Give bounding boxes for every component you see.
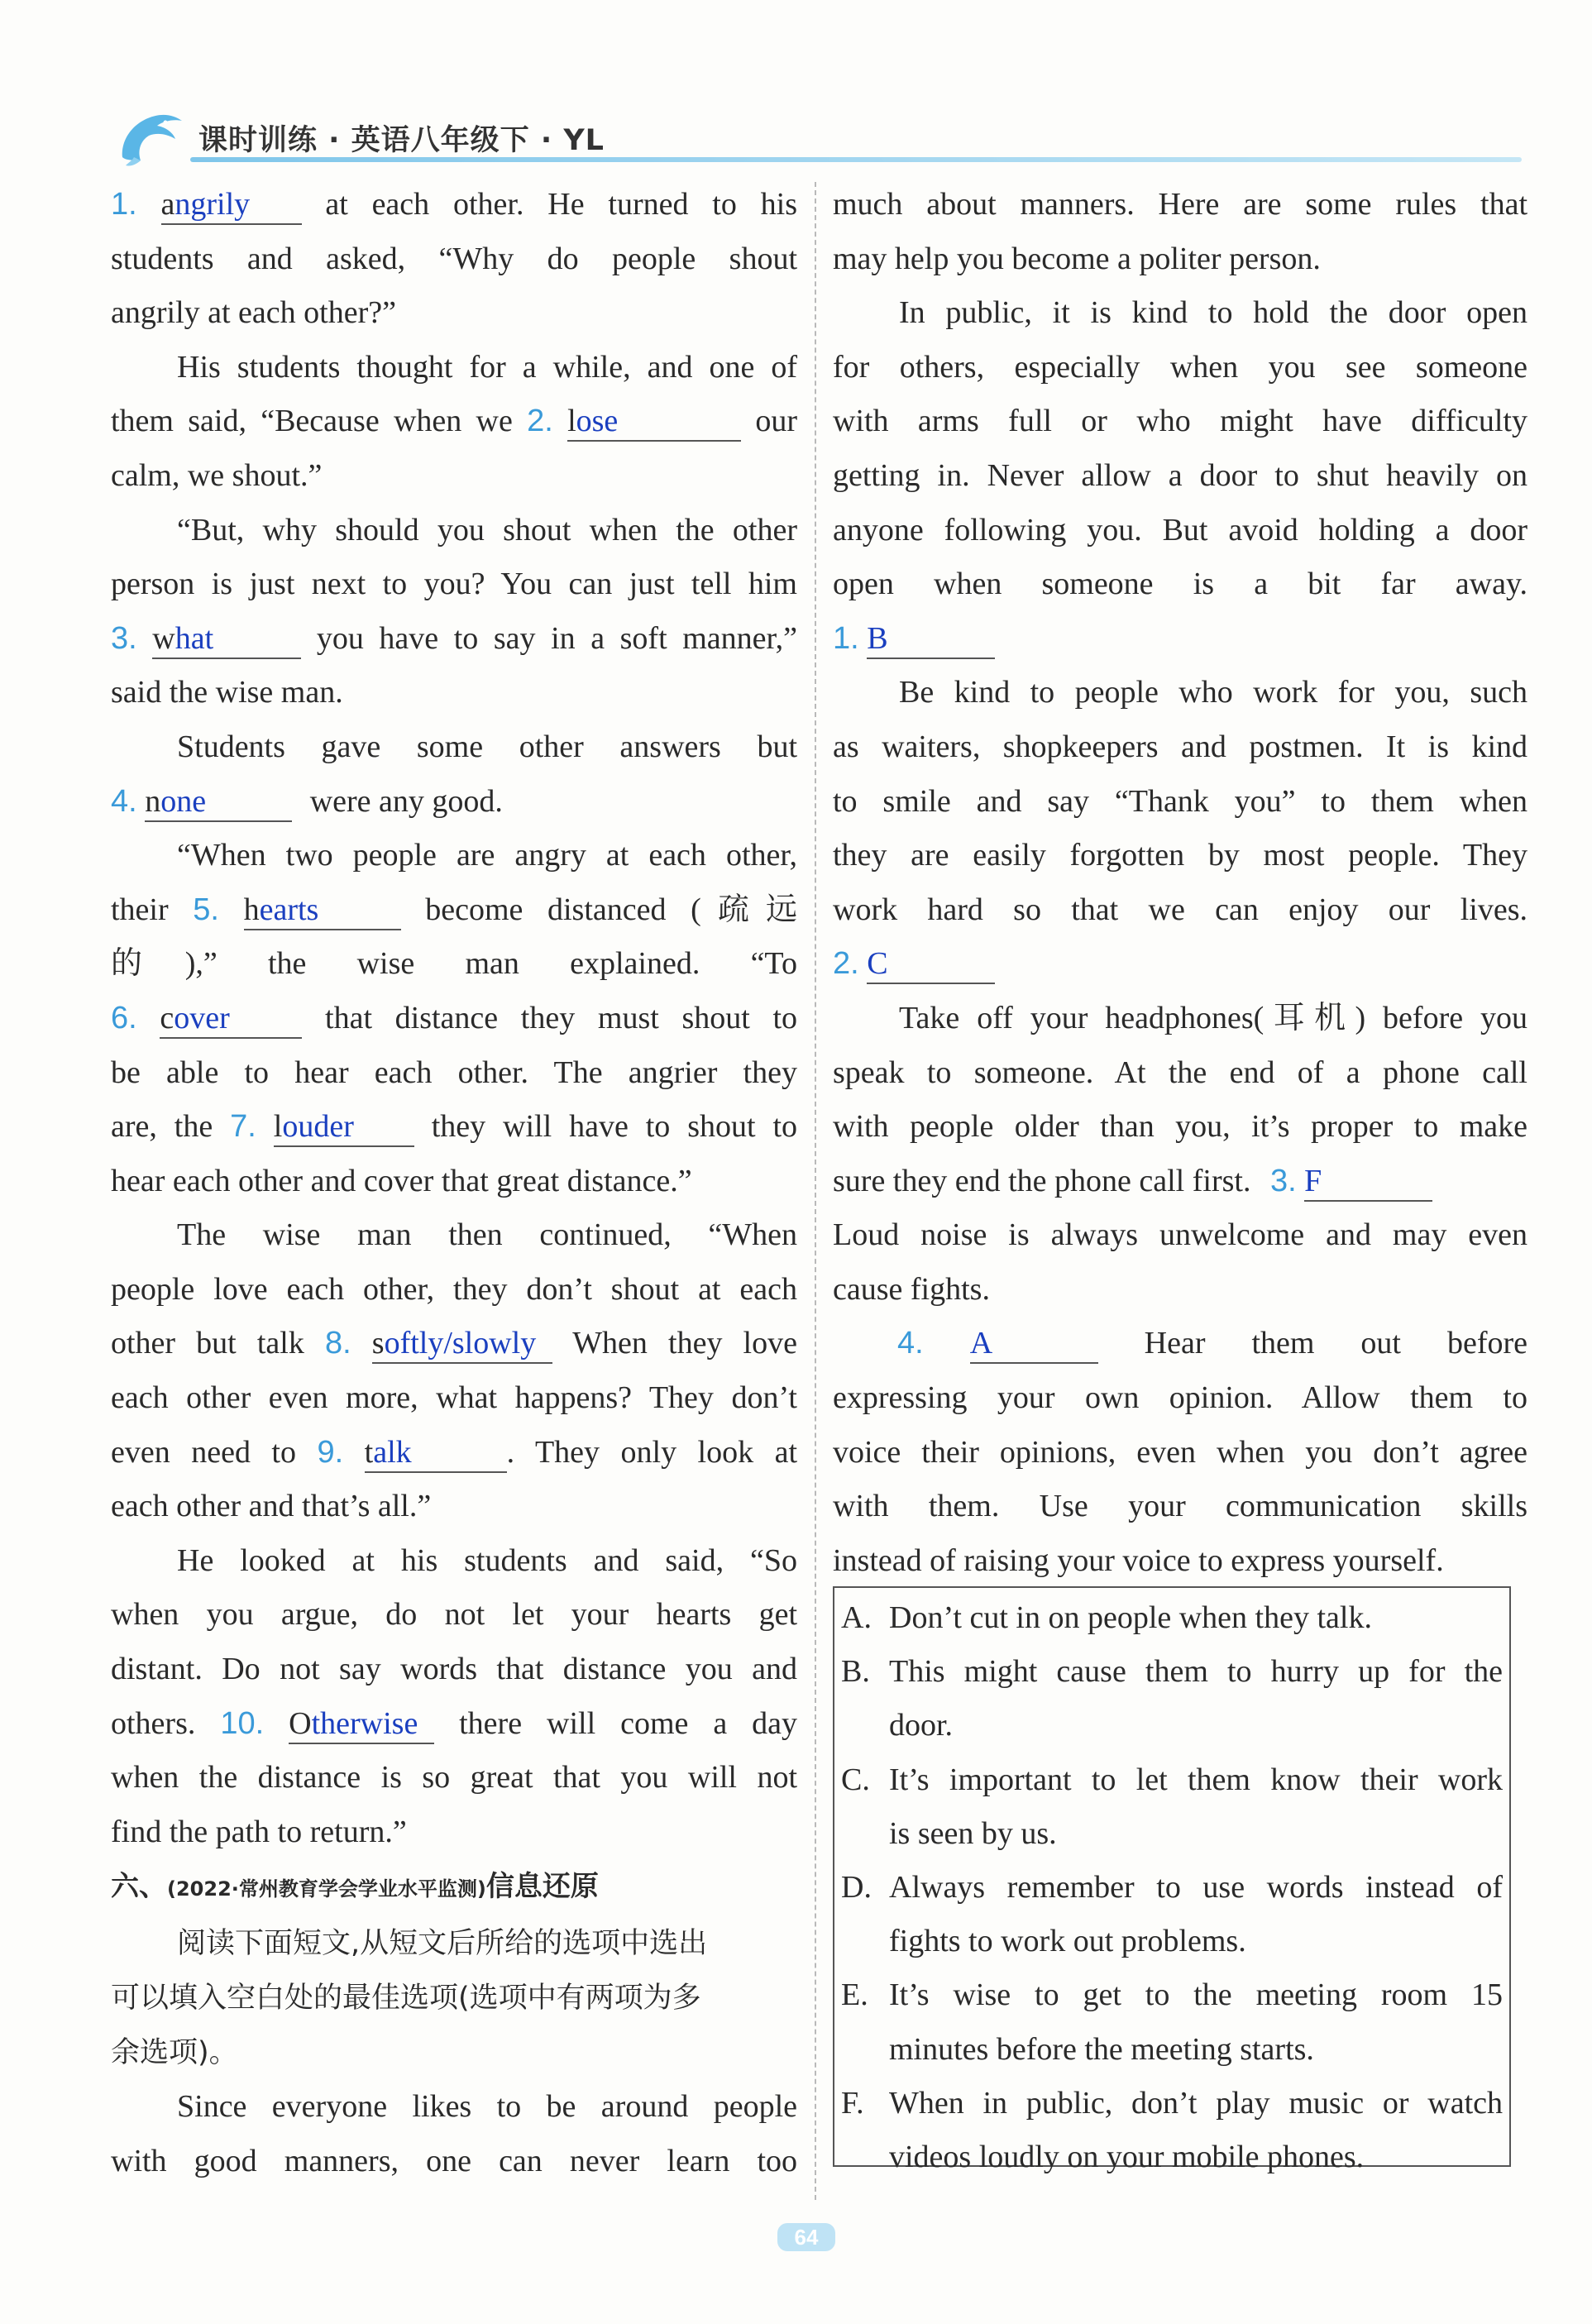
text-line: be able to hear each other. The angrier they <box>111 1054 797 1090</box>
text-line: speak to someone. At the end of a phone call <box>833 1054 1527 1090</box>
question-number: 1. <box>111 187 137 222</box>
section-title: 六、(2022·常州教育学会学业水平监测)信息还原 <box>111 1870 599 1904</box>
text-line: “But, why should you shout when the other <box>177 512 797 548</box>
option-b-continued: door. <box>889 1708 954 1743</box>
answer-blank[interactable]: B <box>867 619 995 659</box>
page-header <box>124 106 1522 172</box>
option-a[interactable]: A. Don’t cut in on people when they talk. <box>841 1600 1372 1635</box>
text-line: Loud noise is always unwelcome and may even <box>833 1217 1527 1253</box>
text-line: said the wise man. <box>111 675 343 710</box>
text-line: expressing your own opinion. Allow them to <box>833 1380 1527 1416</box>
question-number: 2. <box>527 404 553 439</box>
text-line: Since everyone likes to be around people <box>177 2089 797 2125</box>
answer-blank[interactable]: angrily <box>161 185 302 225</box>
text-line: as waiters, shopkeepers and postmen. It is kind <box>833 729 1527 764</box>
text-line: others. 10. Otherwise there will come a day <box>111 1697 797 1752</box>
answer-blank[interactable]: cover <box>160 999 302 1039</box>
text-line: anyone following you. But avoid holding a door <box>833 512 1527 548</box>
text-line: find the path to return.” <box>111 1814 407 1849</box>
option-b[interactable]: B. This might cause them to hurry up for the <box>841 1654 1503 1690</box>
text-line: instead of raising your voice to express yourself. <box>833 1542 1444 1578</box>
text-line: even need to 9. talk . They only look at <box>111 1426 797 1480</box>
text-line <box>833 612 1527 667</box>
answer-blank[interactable]: hearts <box>244 891 401 930</box>
option-c-continued: is seen by us. <box>889 1815 1057 1851</box>
text-line: with good manners, one can never learn too <box>111 2144 797 2178</box>
options-box <box>833 1586 1511 2175</box>
text-line: sure they end the phone call first. 3. F <box>833 1155 1527 1209</box>
text-line: Be kind to people who work for you, such <box>899 675 1527 710</box>
text-line: with them. Use your communication skills <box>833 1489 1527 1524</box>
text-line: may help you become a politer person. <box>833 241 1321 276</box>
text-line: each other even more, what happens? They don’t <box>111 1380 797 1416</box>
text-line: His students thought for a while, and one of <box>177 349 797 385</box>
text-line: In public, it is kind to hold the door open <box>899 295 1527 331</box>
text-line: angrily at each other?” <box>111 295 396 331</box>
text-line: other but talk 8. softly/slowly When they love <box>111 1317 797 1371</box>
question-number: 4. <box>897 1326 924 1361</box>
answer-blank[interactable]: talk <box>365 1433 507 1473</box>
text-line: they are easily forgotten by most people. They <box>833 838 1527 873</box>
text-line: when you argue, do not let your hearts get <box>111 1597 797 1633</box>
text-line: cause fights. <box>833 1271 990 1307</box>
question-number: 5. <box>193 892 219 927</box>
text-line: for others, especially when you see someone <box>833 349 1527 385</box>
text-line: each other and that’s all.” <box>111 1489 432 1524</box>
text-line: Students gave some other answers but <box>177 729 797 764</box>
question-number: 1. <box>833 620 859 656</box>
text-line: them said, “Because when we 2. lose our <box>111 395 797 449</box>
text-line <box>833 937 1527 992</box>
text-line: 的),” the wise man explained. “To <box>111 946 797 982</box>
text-line: 1. angrily at each other. He turned to his <box>111 178 797 232</box>
header-title: 课时训练 · 英语八年级下 · YL <box>198 124 605 157</box>
text-line: when the distance is so great that you will not <box>111 1760 797 1796</box>
question-number: 9. <box>317 1434 344 1470</box>
answer-blank[interactable]: none <box>145 782 292 822</box>
text-line: person is just next to you? You can just tell him <box>111 567 797 602</box>
text-line: Take off your headphones(耳机) before you <box>899 1000 1527 1035</box>
text-line: open when someone is a bit far away. <box>833 567 1527 602</box>
text-line: voice their opinions, even when you don’t agree <box>833 1434 1527 1470</box>
answer-blank[interactable]: softly/slowly <box>372 1324 552 1364</box>
answer-blank[interactable]: lose <box>567 402 741 442</box>
instruction-line: 余选项)。 <box>111 2036 238 2070</box>
option-f-continued: videos loudly on your mobile phones. <box>889 2140 1365 2175</box>
answer-blank[interactable]: louder <box>274 1107 414 1147</box>
header-rule <box>190 157 1522 162</box>
text-line: people love each other, they don’t shout at each <box>111 1271 797 1307</box>
text-line: work hard so that we can enjoy our lives. <box>833 892 1527 927</box>
answer-blank[interactable]: C <box>867 944 995 984</box>
left-column <box>111 178 797 2189</box>
instruction-line: 阅读下面短文,从短文后所给的选项中选出 <box>177 1927 708 1961</box>
option-d[interactable]: D. Always remember to use words instead of <box>841 1870 1503 1906</box>
question-number: 2. <box>833 946 859 982</box>
question-number: 10. <box>220 1705 265 1741</box>
text-line: distant. Do not say words that distance you and <box>111 1652 797 1687</box>
text-line: hear each other and cover that great distance.” <box>111 1163 692 1198</box>
instruction-line: 可以填入空白处的最佳选项(选项中有两项为多 <box>111 1982 701 2016</box>
text-line: He looked at his students and said, “So <box>177 1542 797 1578</box>
text-line: getting in. Never allow a door to shut heavily on <box>833 457 1527 493</box>
text-line: are, the 7. louder they will have to shout to <box>111 1100 797 1155</box>
text-line: 6. cover that distance they must shout to <box>111 992 797 1046</box>
text-line: students and asked, “Why do people shout <box>111 241 797 276</box>
text-line: calm, we shout.” <box>111 457 323 493</box>
dolphin-icon <box>116 106 190 169</box>
text-line: their 5. hearts become distanced (疏远 <box>111 883 797 938</box>
option-e-continued: minutes before the meeting starts. <box>889 2031 1314 2067</box>
text-line: “When two people are angry at each other, <box>177 838 797 873</box>
answer-blank[interactable]: what <box>152 619 301 659</box>
text-line: to smile and say “Thank you” to them when <box>833 783 1527 819</box>
page-number: 64 <box>777 2223 835 2251</box>
question-number: 3. <box>111 620 137 656</box>
text-line: with people older than you, it’s proper to make <box>833 1109 1527 1145</box>
text-line: 4. A Hear them out before <box>833 1317 1527 1371</box>
answer-blank[interactable]: A <box>970 1324 1098 1364</box>
question-number: 3. <box>1269 1163 1297 1198</box>
option-e[interactable]: E. It’s wise to get to the meeting room 15 <box>841 1977 1503 2013</box>
question-number: 6. <box>111 1000 137 1035</box>
question-number: 8. <box>324 1326 351 1361</box>
text-line: 3. what you have to say in a soft manner,” <box>111 612 797 667</box>
option-f[interactable]: F. When in public, don’t play music or watch <box>841 2085 1503 2121</box>
question-number: 7. <box>230 1109 256 1145</box>
answer-blank[interactable]: Otherwise <box>289 1705 434 1744</box>
option-d-continued: fights to work out problems. <box>889 1924 1246 1959</box>
text-line: with arms full or who might have difficulty <box>833 404 1527 439</box>
text-line: 4. none were any good. <box>111 775 797 830</box>
text-line: much about manners. Here are some rules that <box>833 187 1527 222</box>
answer-blank[interactable]: F <box>1304 1162 1432 1202</box>
option-c[interactable]: C. It’s important to let them know their work <box>841 1762 1503 1797</box>
column-divider <box>815 182 816 2200</box>
right-column <box>833 178 1527 1588</box>
text-line: The wise man then continued, “When <box>177 1217 797 1253</box>
question-number: 4. <box>111 783 137 819</box>
